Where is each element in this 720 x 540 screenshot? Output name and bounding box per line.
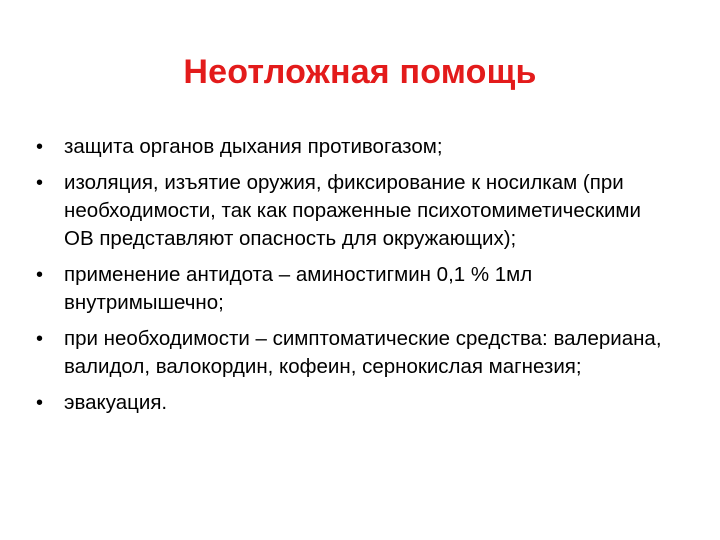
bullet-dot-icon: • <box>36 264 44 286</box>
bullet-item-respiratory-protection <box>36 133 676 161</box>
bullet-text: защита органов дыхания противогазом; <box>64 135 443 158</box>
bullet-list <box>36 133 676 425</box>
bullet-text: изоляция, изъятие оружия, фиксирование к носилкам (при необходимости, так как пораженные психотомиметическими ОВ представляют опасность для окружающих); <box>64 171 641 250</box>
bullet-text: применение антидота – аминостигмин 0,1 % 1мл внутримышечно; <box>64 263 533 314</box>
bullet-item-evacuation <box>36 389 676 417</box>
slide-title: Неотложная помощь <box>183 53 537 91</box>
bullet-dot-icon: • <box>36 136 44 158</box>
bullet-dot-icon: • <box>36 172 44 194</box>
bullet-text: при необходимости – симптоматические средства: валериана, валидол, валокордин, кофеин, сернокислая магнезия; <box>64 327 662 378</box>
bullet-text: эвакуация. <box>64 391 168 414</box>
bullet-dot-icon: • <box>36 392 44 414</box>
bullet-item-symptomatic <box>36 325 676 381</box>
bullet-item-antidote <box>36 261 676 317</box>
bullet-item-isolation <box>36 169 676 253</box>
bullet-dot-icon: • <box>36 328 44 350</box>
